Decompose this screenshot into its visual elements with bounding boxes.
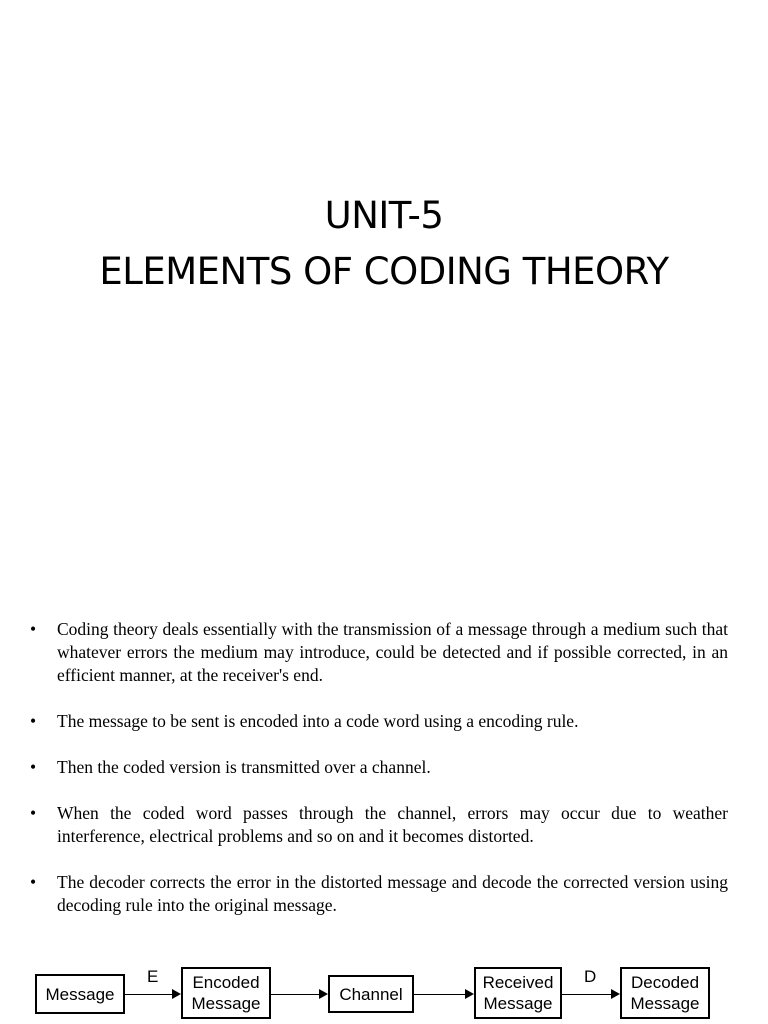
bullet-dot: • — [30, 803, 37, 823]
arrow-head-icon — [611, 989, 620, 999]
arrow-line — [125, 994, 172, 995]
received-box-line2: Message — [483, 994, 553, 1013]
received-box-line1: Received — [482, 973, 554, 992]
coding-flow-diagram — [0, 960, 768, 1024]
decoded-box-line2: Message — [630, 994, 700, 1013]
received-message-box — [474, 967, 562, 1019]
decoded-message-box — [620, 967, 710, 1019]
channel-box-label: Channel — [339, 984, 403, 1004]
slide-title — [0, 188, 768, 300]
encoded-box-line1: Encoded — [192, 973, 260, 992]
arrow-head-icon — [465, 989, 474, 999]
bullet-dot: • — [30, 619, 37, 639]
bullet-dot: • — [30, 872, 37, 892]
title-unit: UNIT-5 — [324, 194, 444, 237]
message-box-label: Message — [45, 984, 115, 1004]
bullet-text: When the coded word passes through the channel, errors may occur due to weather interference, electrical problems and so on and it becomes distorted. — [57, 803, 728, 846]
bullet-list — [30, 618, 728, 940]
bullet-item — [30, 756, 728, 779]
bullet-text: Then the coded version is transmitted over a channel. — [57, 757, 431, 777]
bullet-dot: • — [30, 711, 37, 731]
bullet-item — [30, 618, 728, 687]
encoded-box-line2: Message — [191, 994, 261, 1013]
title-topic: ELEMENTS OF CODING THEORY — [99, 250, 669, 293]
bullet-text: Coding theory deals essentially with the transmission of a message through a medium such that whatever errors the medium may introduce, could be detected and if possible corrected, in an efficient manner, at the receiver's end. — [57, 619, 728, 685]
bullet-item — [30, 871, 728, 917]
arrow-head-icon — [319, 989, 328, 999]
encode-label: E — [147, 967, 159, 986]
bullet-text: The decoder corrects the error in the distorted message and decode the corrected version using decoding rule into the original message. — [57, 872, 728, 915]
message-box — [35, 974, 125, 1014]
bullet-item — [30, 802, 728, 848]
encoded-message-box — [181, 967, 271, 1019]
arrow-line — [414, 994, 465, 995]
decode-label: D — [584, 967, 597, 986]
arrow-line — [271, 994, 319, 995]
channel-box — [328, 975, 414, 1013]
decoded-box-line1: Decoded — [630, 973, 700, 992]
arrow-line — [562, 994, 611, 995]
arrow-head-icon — [172, 989, 181, 999]
bullet-text: The message to be sent is encoded into a code word using a encoding rule. — [57, 711, 579, 731]
bullet-item — [30, 710, 728, 733]
bullet-dot: • — [30, 757, 37, 777]
